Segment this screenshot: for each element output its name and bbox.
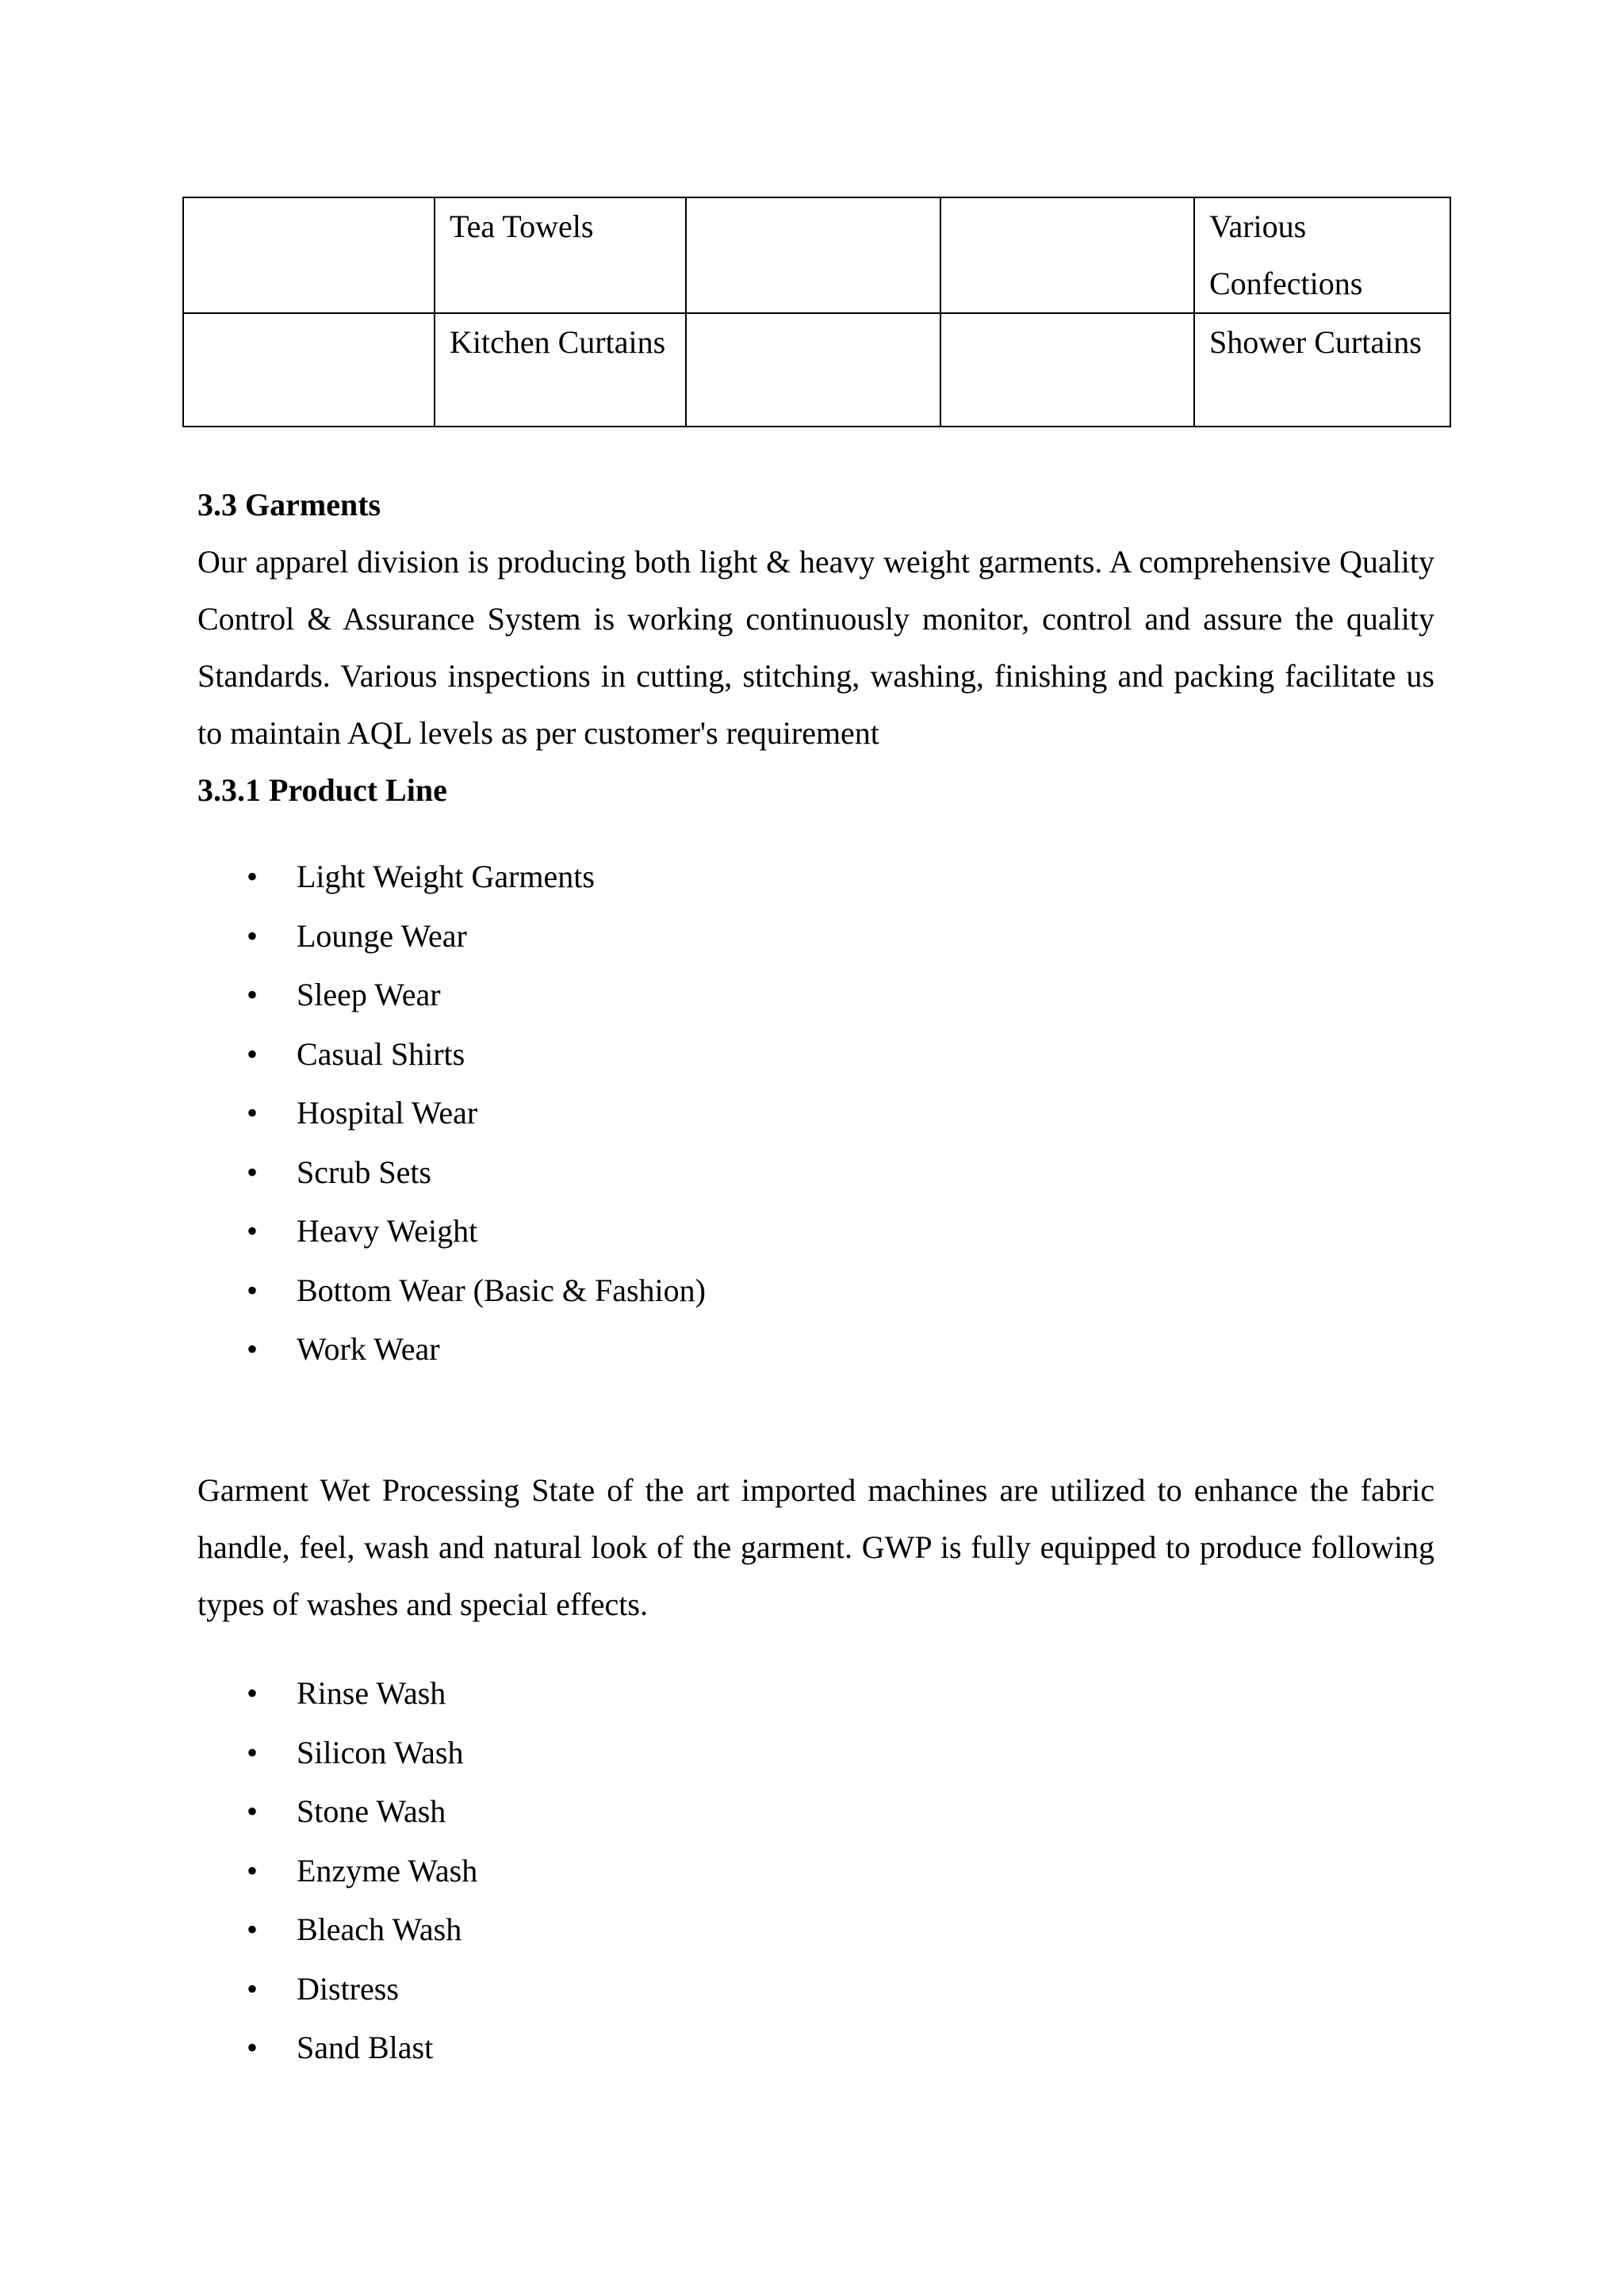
bullet-icon: •: [247, 1213, 259, 1249]
table-cell: [183, 197, 435, 313]
washes-list: [197, 1664, 1434, 2078]
list-item: [197, 1202, 1434, 1261]
gwp-paragraph: Garment Wet Processing State of the art imported machines are utilized to enhance the fabric handle, feel, wash and natural look of the garment. GWP is fully equipped to produce following types of washes and special effects.: [197, 1472, 1434, 1622]
list-item: [197, 1261, 1434, 1321]
table-cell: [686, 197, 940, 313]
bullet-icon: •: [247, 1793, 259, 1829]
bullet-icon: •: [247, 1095, 259, 1131]
list-item: [197, 1143, 1434, 1203]
bullet-icon: •: [247, 1734, 259, 1770]
list-item: [197, 1025, 1434, 1085]
list-item-label: Enzyme Wash: [297, 1852, 478, 1888]
list-item-label: Work Wear: [297, 1331, 440, 1367]
list-item: [197, 848, 1434, 907]
list-item: [197, 1842, 1434, 1901]
list-item-label: Sand Blast: [297, 2030, 434, 2065]
list-item: [197, 1320, 1434, 1380]
list-item-label: Casual Shirts: [297, 1035, 465, 1072]
bullet-icon: •: [247, 1154, 259, 1190]
bullet-icon: •: [247, 917, 259, 954]
bullet-icon: •: [247, 1852, 259, 1888]
bullet-icon: •: [247, 1272, 259, 1308]
list-item-label: Scrub Sets: [297, 1154, 431, 1190]
continued-product-table: [182, 197, 1451, 427]
gwp-section: [197, 1462, 1434, 1633]
list-item: [197, 1084, 1434, 1143]
bullet-icon: •: [247, 977, 259, 1012]
table-cell: Various Confections: [1194, 197, 1450, 313]
bullet-icon: •: [247, 1331, 259, 1367]
subsection-heading: 3.3.1 Product Line: [197, 772, 447, 808]
table-cell: [940, 197, 1194, 313]
list-item-label: Rinse Wash: [297, 1675, 446, 1711]
list-item-label: Lounge Wear: [297, 917, 467, 954]
bullet-icon: •: [247, 1911, 259, 1947]
bullet-icon: •: [247, 1035, 259, 1072]
table-cell: [686, 313, 940, 427]
list-item-label: Stone Wash: [297, 1793, 446, 1829]
list-item-label: Distress: [297, 1970, 399, 2007]
table-cell: [183, 313, 435, 427]
list-item-label: Light Weight Garments: [297, 859, 595, 894]
list-item: [197, 1724, 1434, 1783]
list-item-label: Heavy Weight: [297, 1213, 478, 1249]
list-item: [197, 1900, 1434, 1960]
table-row: [183, 313, 1450, 427]
bullet-icon: •: [247, 2030, 259, 2065]
table-cell: [940, 313, 1194, 427]
table-row: [183, 197, 1450, 313]
list-item-label: Hospital Wear: [297, 1095, 478, 1131]
table-cell: Tea Towels: [435, 197, 686, 313]
list-item-label: Sleep Wear: [297, 977, 441, 1012]
list-item: [197, 1664, 1434, 1724]
list-item: [197, 907, 1434, 966]
bullet-icon: •: [247, 859, 259, 894]
list-item: [197, 966, 1434, 1025]
bullet-icon: •: [247, 1675, 259, 1711]
table-cell: Kitchen Curtains: [435, 313, 686, 427]
product-line-list: [197, 848, 1434, 1380]
list-item: [197, 1782, 1434, 1842]
section-heading: 3.3 Garments: [197, 487, 381, 522]
list-item-label: Bleach Wash: [297, 1911, 462, 1947]
list-item: [197, 2019, 1434, 2078]
list-item-label: Bottom Wear (Basic & Fashion): [297, 1272, 706, 1308]
table-cell: Shower Curtains: [1194, 313, 1450, 427]
list-item: [197, 1960, 1434, 2019]
garments-section: [197, 476, 1434, 819]
list-item-label: Silicon Wash: [297, 1734, 464, 1770]
section-paragraph: Our apparel division is producing both light & heavy weight garments. A comprehensive Quality Control & Assurance System is working continuously monitor, control and assure the quality Standards. Various inspections in cutting, stitching, washing, finishing and packing facilitate us to maintain AQL levels as per customer's requirement: [197, 544, 1434, 751]
bullet-icon: •: [247, 1970, 259, 2007]
